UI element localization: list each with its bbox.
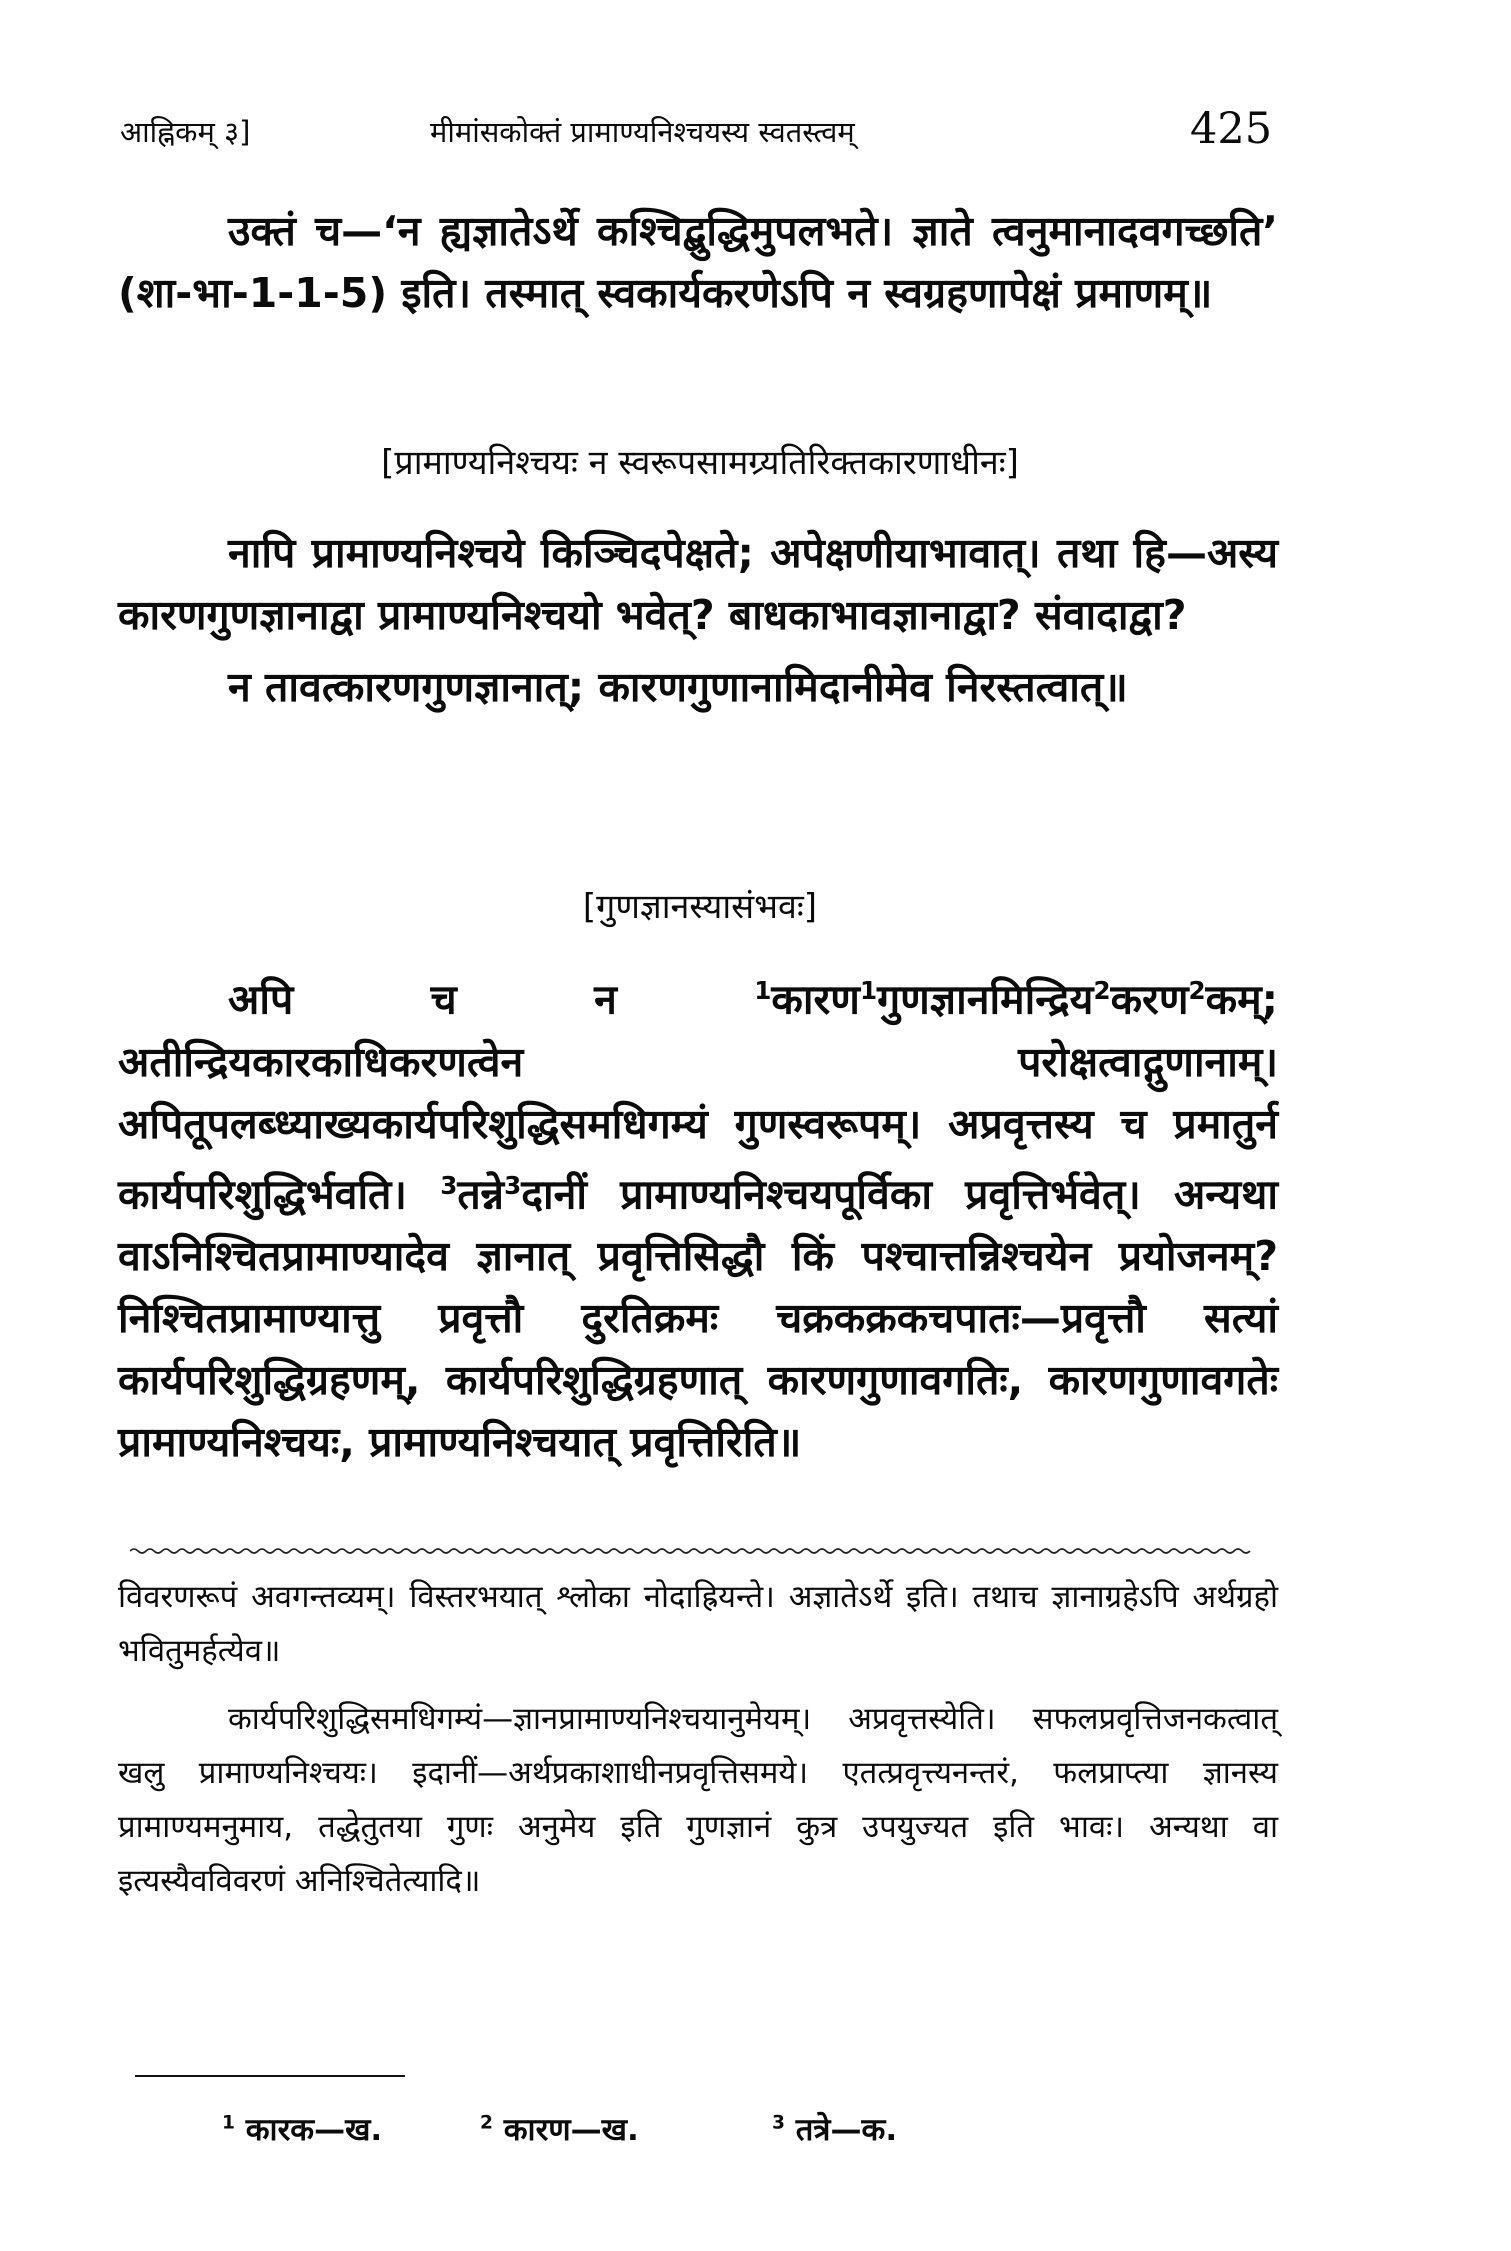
section-heading-2: [गुणज्ञानस्यासंभवः] bbox=[582, 887, 818, 927]
paragraph-quote: उक्तं च—‘न ह्यज्ञातेऽर्थे कश्चिद्बुद्धिमुपलभते। ज्ञाते त्वनुमानादवगच्छति’ (शा-भा-1-1-5) इति। तस्मात् स्वकार्यकरणेऽपि न स्वग्रहणापेक्षं प्रमाणम्॥ bbox=[118, 207, 1278, 317]
footnote-mark: 1 bbox=[222, 2112, 235, 2134]
footnote-marker: 1 bbox=[859, 976, 878, 1005]
footnote-mark: 3 bbox=[772, 2112, 785, 2134]
footnote-text: कारण—ख. bbox=[503, 2112, 639, 2148]
footnote-text: कारक—ख. bbox=[245, 2112, 383, 2148]
footnote-marker: 2 bbox=[1093, 976, 1111, 1005]
page-number: 425 bbox=[1190, 104, 1273, 154]
footnote-marker: 2 bbox=[1188, 976, 1206, 1005]
text-run: गुणज्ञानमिन्द्रिय bbox=[877, 975, 1094, 1024]
section-heading-1: [प्रामाण्यनिश्चयः न स्वरूपसामग्र्यतिरिक्तकारणाधीनः] bbox=[381, 443, 1019, 483]
main-text-block-2 bbox=[118, 522, 1278, 718]
main-text-block-1 bbox=[118, 200, 1278, 324]
text-run: कारण bbox=[771, 975, 860, 1024]
footnote-rule bbox=[135, 2075, 405, 2077]
paragraph-nishchaya: नापि प्रामाण्यनिश्चये किञ्चिदपेक्षते; अपेक्षणीयाभावात्। तथा हि—अस्य कारणगुणज्ञानाद्वा प्रामाण्यनिश्चयो भवेत्? बाधकाभावज्ञानाद्वा? संवादाद्वा? bbox=[118, 529, 1278, 639]
paragraph-gunajnana bbox=[118, 960, 1278, 1473]
commentary-block bbox=[118, 1570, 1278, 1908]
text-run: अपि च न bbox=[228, 975, 755, 1024]
footnote-2 bbox=[480, 2108, 639, 2150]
footnote-1 bbox=[222, 2108, 382, 2150]
wavy-divider bbox=[130, 1546, 1255, 1556]
footnote-marker: 1 bbox=[754, 976, 772, 1005]
text-run: दानीं प्रामाण्यनिश्चयपूर्विका प्रवृत्तिर्भवेत्। अन्यथा वाऽनिश्चितप्रामाण्यादेव ज्ञानात् प्रवृत्तिसिद्धौ किं पश्चात्तन्निश्चयेन प्रयोजनम्? निश्चितप्रामाण्यात्तु प्रवृत्तौ दुरतिक्रमः चक्रकक्रकचपातः—प्रवृत्तौ सत्यां कार्यपरिशुद्धिग्रहणम्, कार्यपरिशुद्धिग्रहणात् कारणगुणावगतिः, कारणगुणावगतेः प्रामाण्यनिश्चयः, प्रामाण्यनिश्चयात् प्रवृत्तिरिति॥ bbox=[118, 1170, 1278, 1467]
running-header-left: आह्निकम् ३] bbox=[120, 115, 251, 149]
footnote-text: तत्रे—क. bbox=[795, 2112, 898, 2148]
footnote-3 bbox=[772, 2108, 897, 2150]
commentary-paragraph-1: विवरणरूपं अवगन्तव्यम्। विस्तरभयात् श्लोका नोदाह्रियन्ते। अज्ञातेऽर्थे इति। तथाच ज्ञानाग्रहेऽपि अर्थग्रहो भवितुमर्हत्येव॥ bbox=[118, 1579, 1278, 1669]
text-run: तन्ने bbox=[457, 1170, 505, 1219]
running-header-title: मीमांसकोक्तं प्रामाण्यनिश्चयस्य स्वतस्त्वम् bbox=[430, 115, 855, 149]
footnote-marker: 3 bbox=[440, 1170, 458, 1200]
paragraph-karanaguna: न तावत्कारणगुणज्ञानात्; कारणगुणानामिदानीमेव निरस्तत्वात्॥ bbox=[228, 663, 1128, 711]
commentary-paragraph-2: कार्यपरिशुद्धिसमधिगम्यं—ज्ञानप्रामाण्यनिश्चयानुमेयम्। अप्रवृत्तस्येति। सफलप्रवृत्तिजनकत्वात् खलु प्रामाण्यनिश्चयः। इदानीं—अर्थप्रकाशाधीनप्रवृत्तिसमये। एतत्प्रवृत्त्यनन्तरं, फलप्राप्त्या ज्ञानस्य प्रामाण्यमनुमाय, तद्धेतुतया गुणः अनुमेय इति गुणज्ञानं कुत्र उपयुज्यत इति भावः। अन्यथा वा इत्यस्यैवविवरणं अनिश्चितेत्यादि॥ bbox=[118, 1701, 1278, 1899]
main-text-block-3 bbox=[118, 960, 1278, 1473]
footnote-marker: 3 bbox=[504, 1170, 522, 1200]
text-run: कम्; अतीन्द्रियकारकाधिकरणत्वेन परोक्षत्वाद्गुणानाम्। अपितूपलब्ध्याख्यकार्यपरिशुद्धिसमधिगम्यं गुणस्वरूपम्। अप्रवृत्तस्य च प्रमातुर्न कार्यपरिशुद्धिर्भवति। bbox=[118, 975, 1278, 1219]
text-run: करण bbox=[1110, 975, 1189, 1024]
footnote-mark: 2 bbox=[480, 2112, 493, 2134]
